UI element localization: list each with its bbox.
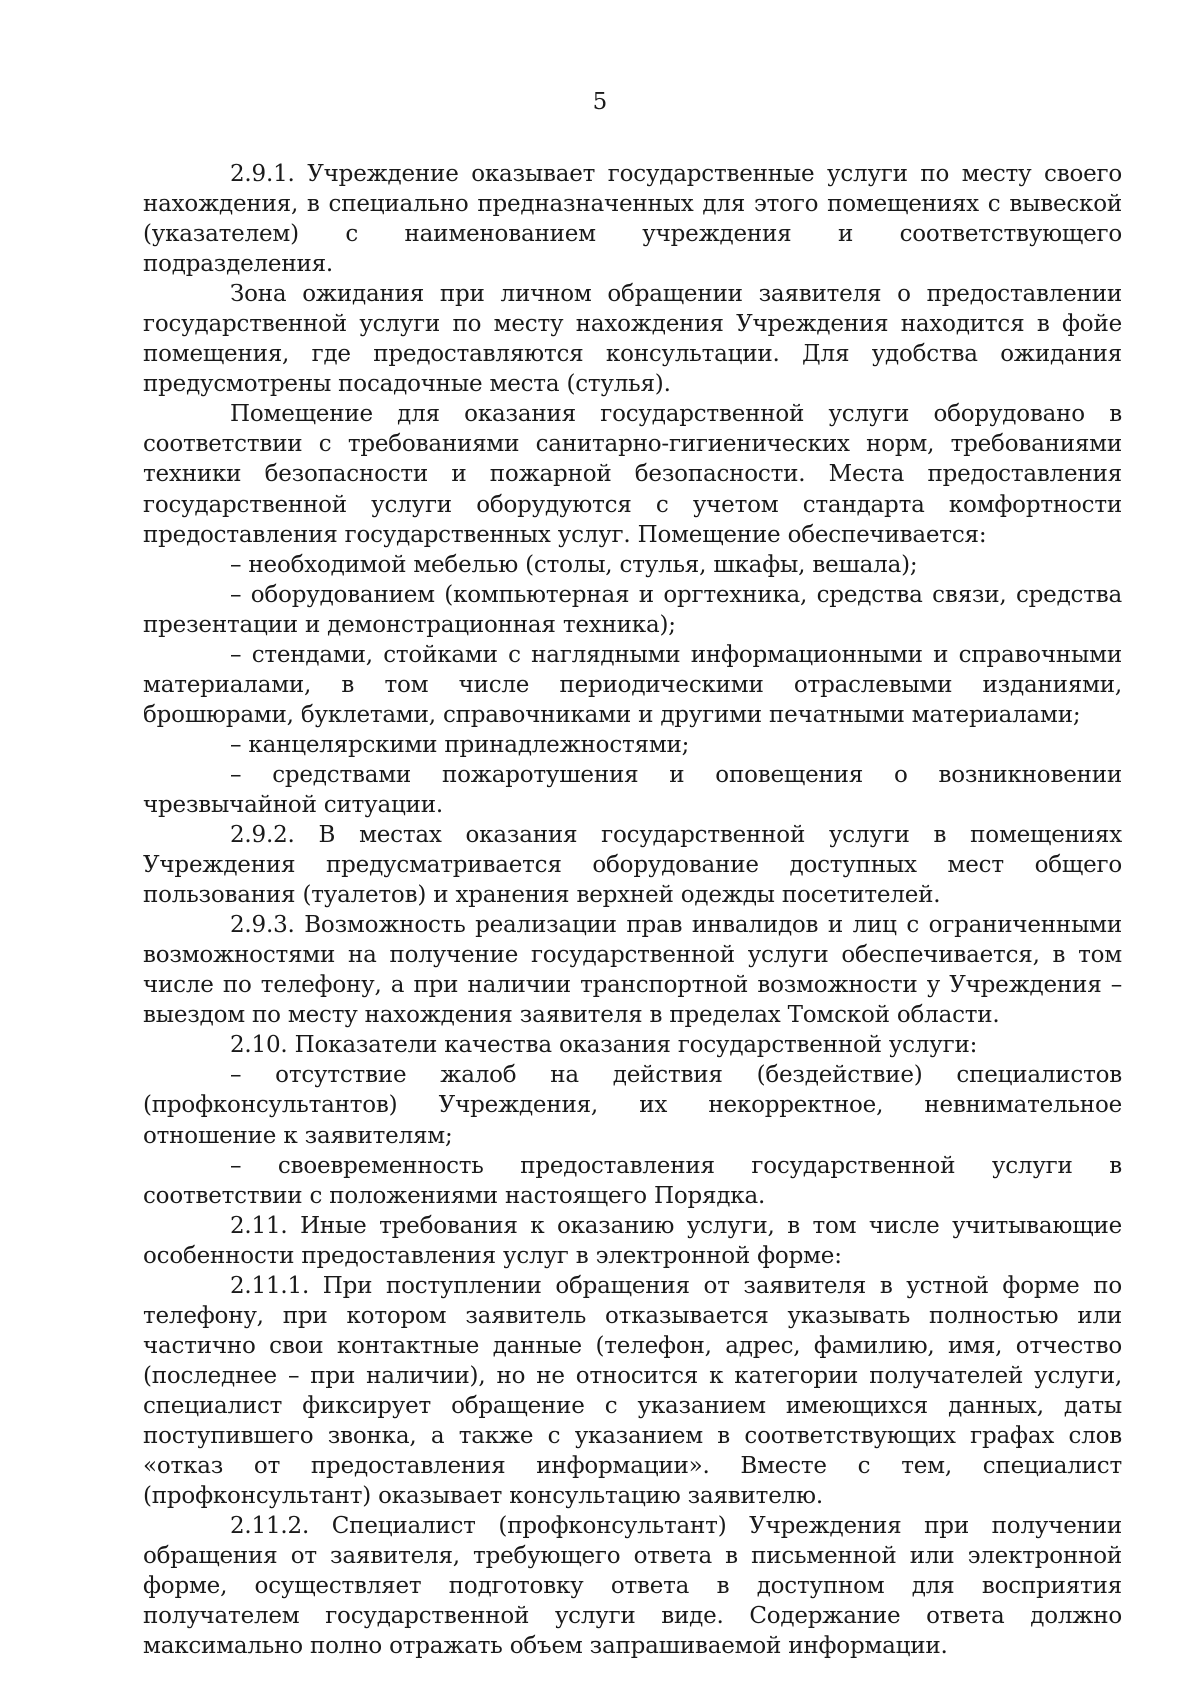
list-item-fire-safety: – средствами пожаротушения и оповещения о возникновении чрезвычайной ситуации. <box>143 761 1122 818</box>
document-body <box>143 159 1122 1661</box>
list-item-stationery: – канцелярскими принадлежностями; <box>230 731 690 758</box>
paragraph-2-9-1: 2.9.1. Учреждение оказывает государственные услуги по месту своего нахождения, в специально предназначенных для этого помещениях с вывеской (указателем) с наименованием учреждения и соответствующего подразделения. <box>143 161 1122 278</box>
list-item-stands: – стендами, стойками с наглядными информационными и справочными материалами, в том числе периодическими отраслевыми изданиями, брошюрами, буклетами, справочниками и другими печатными материалами; <box>143 641 1122 728</box>
list-item-equipment: – оборудованием (компьютерная и оргтехника, средства связи, средства презентации и демонстрационная техника); <box>143 581 1122 638</box>
paragraph-2-11-1: 2.11.1. При поступлении обращения от заявителя в устной форме по телефону, при котором заявитель отказывается указывать полностью или частично свои контактные данные (телефон, адрес, фамилию, имя, отчество (последнее – при наличии), но не относится к категории получателей услуги, специалист фиксирует обращение с указанием имеющихся данных, даты поступившего звонка, а также с указанием в соответствующих графах слов «отказ от предоставления информации». Вместе с тем, специалист (профконсультант) оказывает консультацию заявителю. <box>143 1272 1122 1510</box>
list-item-furniture: – необходимой мебелью (столы, стулья, шкафы, вешала); <box>230 551 918 578</box>
paragraph-2-9-3: 2.9.3. Возможность реализации прав инвалидов и лиц с ограниченными возможностями на получение государственной услуги обеспечивается, в том числе по телефону, а при наличии транспортной возможности у Учреждения – выездом по месту нахождения заявителя в пределах Томской области. <box>143 912 1122 1029</box>
paragraph-2-9-2: 2.9.2. В местах оказания государственной услуги в помещениях Учреждения предусматривается оборудование доступных мест общего пользования (туалетов) и хранения верхней одежды посетителей. <box>143 822 1122 909</box>
paragraph-premises-equipment: Помещение для оказания государственной услуги оборудовано в соответствии с требованиями санитарно-гигиенических норм, требованиями техники безопасности и пожарной безопасности. Места предоставления государственной услуги оборудуются с учетом стандарта комфортности предоставления государственных услуг. Помещение обеспечивается: <box>143 401 1122 548</box>
list-item-timeliness: – своевременность предоставления государственной услуги в соответствии с положениями настоящего Порядка. <box>143 1152 1122 1209</box>
paragraph-2-10: 2.10. Показатели качества оказания государственной услуги: <box>230 1032 978 1059</box>
list-item-no-complaints: – отсутствие жалоб на действия (бездействие) специалистов (профконсультантов) Учреждения, их некорректное, невнимательное отношение к заявителям; <box>143 1062 1122 1149</box>
page-number: 5 <box>592 89 608 115</box>
paragraph-2-11: 2.11. Иные требования к оказанию услуги, в том числе учитывающие особенности предоставления услуг в электронной форме: <box>143 1212 1122 1269</box>
paragraph-waiting-zone: Зона ожидания при личном обращении заявителя о предоставлении государственной услуги по месту нахождения Учреждения находится в фойе помещения, где предоставляются консультации. Для удобства ожидания предусмотрены посадочные места (стулья). <box>143 281 1122 398</box>
paragraph-2-11-2: 2.11.2. Специалист (профконсультант) Учреждения при получении обращения от заявителя, требующего ответа в письменной или электронной форме, осуществляет подготовку ответа в доступном для восприятия получателем государственной услуги виде. Содержание ответа должно максимально полно отражать объем запрашиваемой информации. <box>143 1513 1122 1660</box>
